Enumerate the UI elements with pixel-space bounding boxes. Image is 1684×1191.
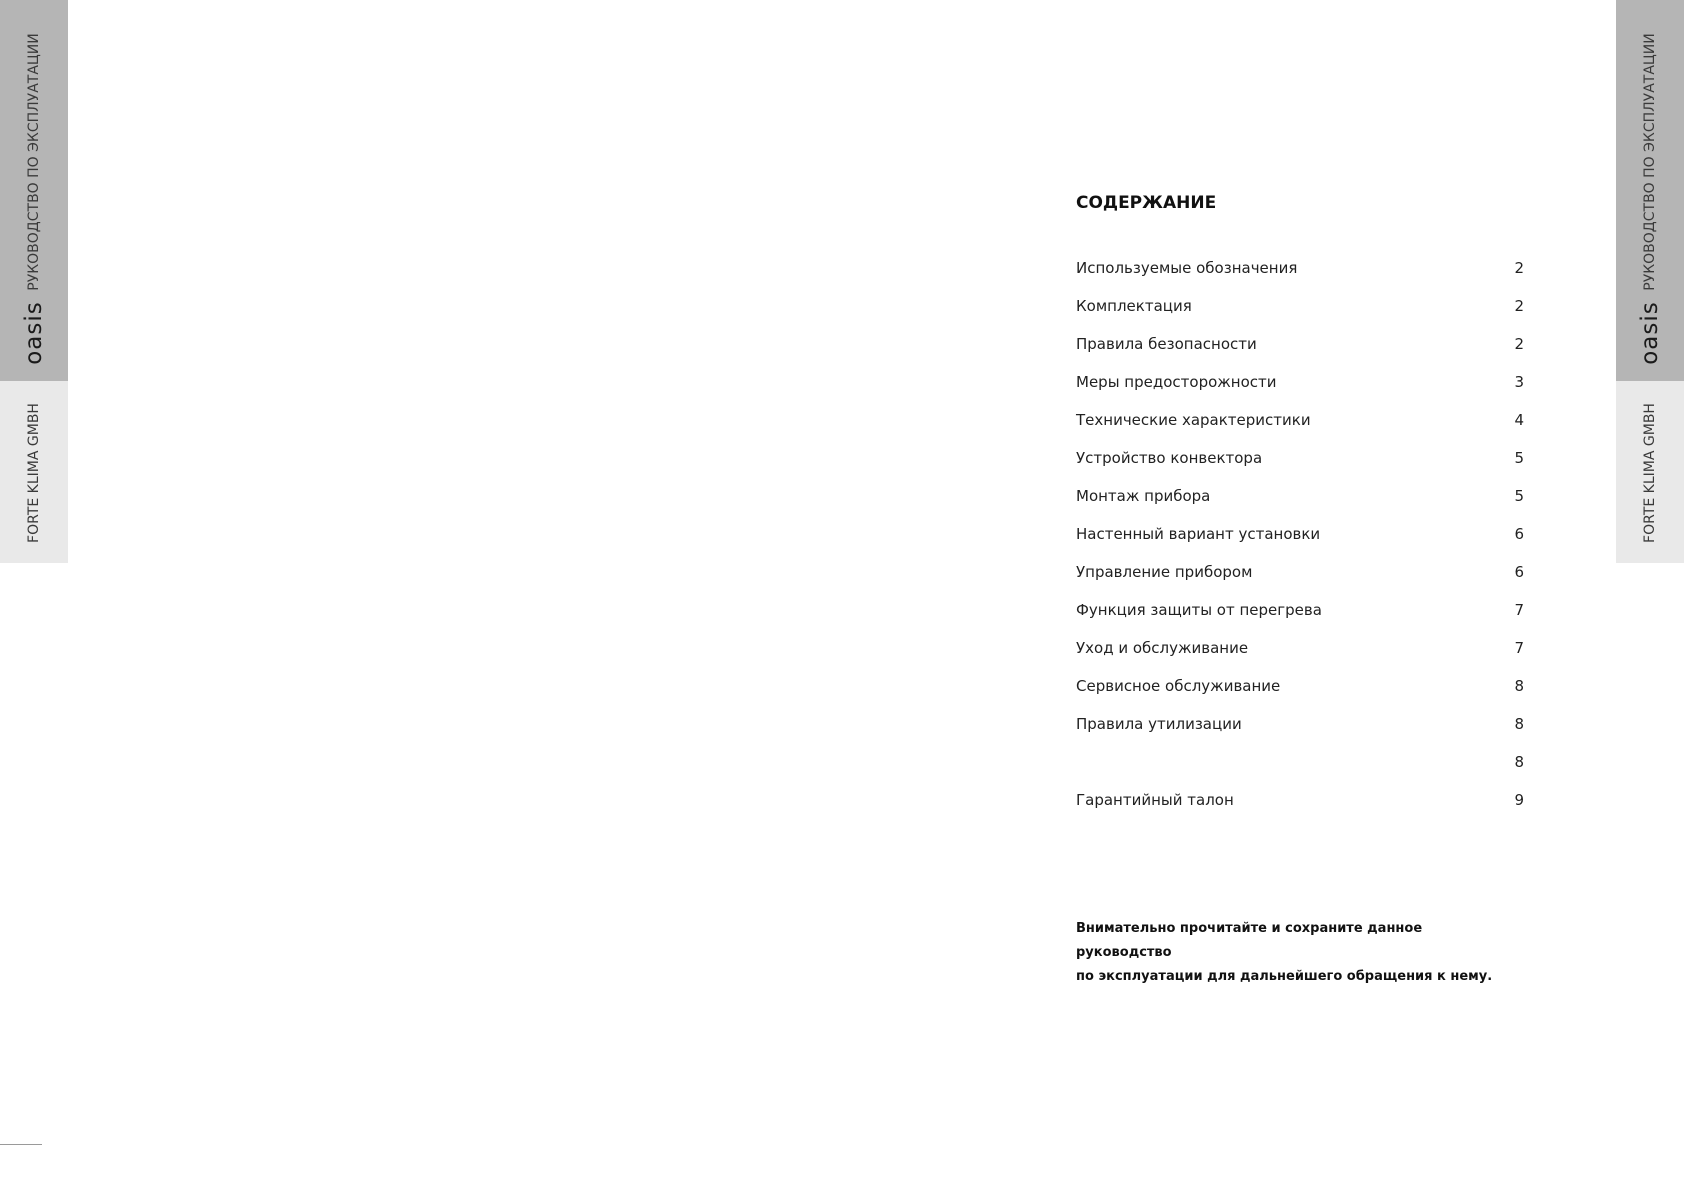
toc-item-page: 5 xyxy=(1514,487,1524,505)
toc-item-page: 7 xyxy=(1514,639,1524,657)
toc-item-page: 3 xyxy=(1514,373,1524,391)
toc-item[interactable] xyxy=(1076,515,1524,553)
toc-item-label: Правила безопасности xyxy=(1076,335,1257,353)
toc-item-label: Уход и обслуживание xyxy=(1076,639,1249,657)
toc-item[interactable] xyxy=(1076,287,1524,325)
left-side-tab-dark xyxy=(0,0,68,381)
toc-item-page: 8 xyxy=(1514,677,1524,695)
toc-item-label: Правила утилизации xyxy=(1076,715,1242,733)
toc-item[interactable] xyxy=(1076,401,1524,439)
toc-item-page: 8 xyxy=(1514,715,1524,733)
toc-item-label: Монтаж прибора xyxy=(1076,487,1211,505)
toc-item-label: Управление прибором xyxy=(1076,563,1253,581)
right-company-label: FORTE KLIMA GMBH xyxy=(1642,403,1658,543)
left-manual-label: РУКОВОДСТВО ПО ЭКСПЛУАТАЦИИ xyxy=(26,33,42,291)
right-manual-label: РУКОВОДСТВО ПО ЭКСПЛУАТАЦИИ xyxy=(1642,33,1658,291)
left-company-label: FORTE KLIMA GMBH xyxy=(26,403,42,543)
toc-list xyxy=(1076,249,1524,819)
toc-item-label: Технические характеристики xyxy=(1076,411,1311,429)
toc-item-page: 5 xyxy=(1514,449,1524,467)
toc-item-page: 7 xyxy=(1514,601,1524,619)
toc-item-page: 4 xyxy=(1514,411,1524,429)
toc-item-label: Сервисное обслуживание xyxy=(1076,677,1281,695)
toc-item[interactable] xyxy=(1076,743,1524,781)
left-side-tab-light xyxy=(0,381,68,563)
left-brand-logo: oasis xyxy=(21,301,47,365)
trim-mark-line xyxy=(0,1144,42,1145)
toc-item-label: Функция защиты от перегрева xyxy=(1076,601,1322,619)
toc-item-page: 6 xyxy=(1514,525,1524,543)
table-of-contents xyxy=(1076,188,1524,819)
toc-item-page: 6 xyxy=(1514,563,1524,581)
toc-item[interactable] xyxy=(1076,591,1524,629)
toc-item[interactable] xyxy=(1076,249,1524,287)
right-side-tab-dark xyxy=(1616,0,1684,381)
toc-item-page: 8 xyxy=(1514,753,1524,771)
toc-item[interactable] xyxy=(1076,781,1524,819)
read-carefully-note xyxy=(1076,917,1496,989)
toc-item-label: Настенный вариант установки xyxy=(1076,525,1321,543)
toc-item-page: 2 xyxy=(1514,297,1524,315)
toc-item-label: Комплектация xyxy=(1076,297,1192,315)
toc-item[interactable] xyxy=(1076,363,1524,401)
right-side-tab-light xyxy=(1616,381,1684,563)
toc-item-page: 9 xyxy=(1514,791,1524,809)
toc-item-page: 2 xyxy=(1514,259,1524,277)
toc-item-label: Устройство конвектора xyxy=(1076,449,1263,467)
toc-item[interactable] xyxy=(1076,629,1524,667)
toc-item-page: 2 xyxy=(1514,335,1524,353)
toc-item[interactable] xyxy=(1076,705,1524,743)
toc-item-label: Меры предосторожности xyxy=(1076,373,1277,391)
toc-item[interactable] xyxy=(1076,667,1524,705)
right-brand-logo: oasis xyxy=(1637,301,1663,365)
note-line-2: по эксплуатации для дальнейшего обращения к нему. xyxy=(1076,969,1493,984)
toc-item[interactable] xyxy=(1076,325,1524,363)
toc-item-label: Гарантийный талон xyxy=(1076,791,1234,809)
toc-item[interactable] xyxy=(1076,439,1524,477)
toc-item[interactable] xyxy=(1076,477,1524,515)
toc-item[interactable] xyxy=(1076,553,1524,591)
toc-title: СОДЕРЖАНИЕ xyxy=(1076,193,1217,213)
toc-item-label: Используемые обозначения xyxy=(1076,259,1298,277)
note-line-1: Внимательно прочитайте и сохраните данное руководство xyxy=(1076,921,1423,960)
